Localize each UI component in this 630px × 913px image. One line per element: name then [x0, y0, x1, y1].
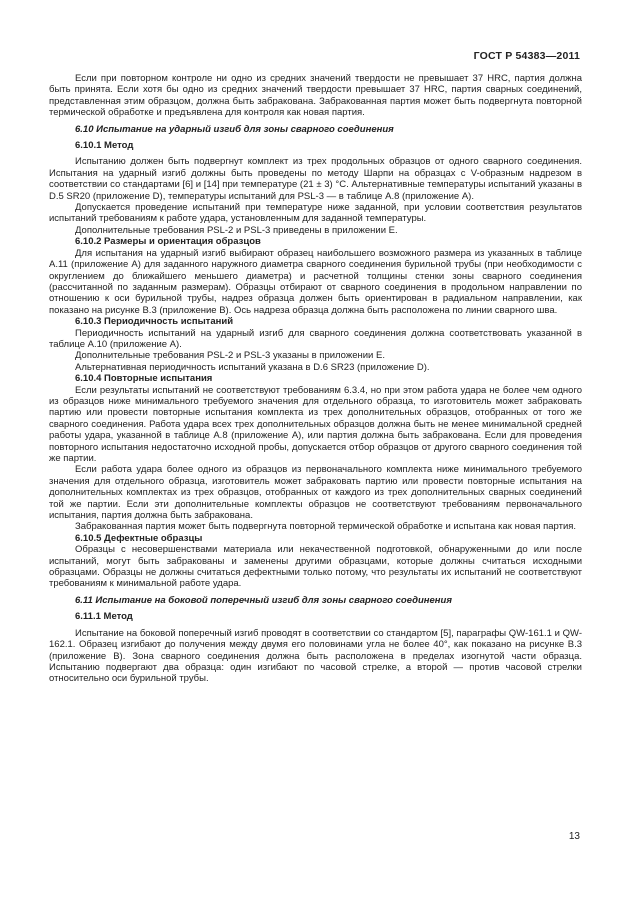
- paragraph: Альтернативная периодичность испытаний указана в D.6 SR23 (приложение D).: [75, 361, 430, 373]
- subsection-heading: 6.10.3 Периодичность испытаний: [75, 316, 234, 328]
- section-heading: 6.11 Испытание на боковой поперечный изгиб для зоны сварного соединения: [75, 594, 452, 606]
- subsection-heading: 6.10.1 Метод: [75, 140, 134, 152]
- paragraph: Периодичность испытаний на ударный изгиб для сварного соединения должна соответствовать указанной в таблице А.10 (приложение А).: [49, 327, 582, 350]
- paragraph: Для испытания на ударный изгиб выбирают образец наибольшего возможного размера из указанных в таблице А.11 (приложение А) для заданного наружного диаметра сварного соединения бурильной трубы (при необходимости с округлением до ближайшего меньшего диаметра) и расчетной толщины стенки зоны сварного соединения (рассчитанной по заданным размерам). Образцы отбирают от сварного соединения в продольном направлении по отношению к оси бурильной трубы, надрез образца должен быть ориентирован в радиальном направлении, как показано на рисунке В.3 (приложение В). Ось надреза образца должна быть расположена по линии сварного шва.: [49, 247, 582, 316]
- paragraph: Забракованная партия может быть подвергнута повторной термической обработке и испытана как новая партия.: [75, 521, 577, 533]
- page-number: 13: [568, 831, 580, 842]
- paragraph: Дополнительные требования PSL-2 и PSL-3 указаны в приложении Е.: [75, 350, 385, 362]
- paragraph: Допускается проведение испытаний при температуре ниже заданной, при условии соответствия результатов испытаний требованиям к работе удара, установленным для заданной температуры.: [49, 202, 582, 225]
- subsection-heading: 6.11.1 Метод: [75, 611, 133, 623]
- paragraph: Если работа удара более одного из образцов из первоначального комплекта ниже минимального требуемого значения для отдельного образца, изготовитель может забраковать партию или провести повторные испытания на дополнительных комплектах из трех образцов, отобранных от каждого из трех дополнительных сварных соединений той же партии. Если эти дополнительные комплекты образцов не соответствуют требованиям первоначального испытания, партия должна быть забракована.: [49, 464, 582, 522]
- standard-header: ГОСТ Р 54383—2011: [473, 50, 580, 62]
- subsection-heading: 6.10.2 Размеры и ориентация образцов: [75, 236, 261, 248]
- paragraph: Образцы с несовершенствами материала или некачественной подготовкой, обнаруженными до или после испытаний, могут быть забракованы и заменены другими образцами, которые должны считаться исходными образцами. Образцы не должны считаться дефектными только потому, что результаты их испытаний не соответствуют требованиям к минимальной работе удара.: [49, 544, 582, 590]
- paragraph: Испытание на боковой поперечный изгиб проводят в соответствии со стандартом [5], параграфы QW-161.1 и QW-162.1. Образец изгибают до получения между двумя его половинами угла не более 40°, как показано на рисунке В.3 (приложение В). Зона сварного соединения должна быть расположена в пределах изогнутой части образца. Испытанию подвергают два образца: один изгибают по часовой стрелке, а второй — против часовой стрелки относительно оси бурильной трубы.: [49, 627, 582, 685]
- document-body: [49, 73, 582, 685]
- paragraph: Дополнительные требования PSL-2 и PSL-3 приведены в приложении Е.: [75, 224, 398, 236]
- paragraph: Если при повторном контроле ни одно из средних значений твердости не превышает 37 HRC, партия должна быть принята. Если хотя бы одно из средних значений твердости превышает 37 HRC, партия сварных соединений, представленная этим образцом, должна быть забракована. Забракованная партия может быть подвергнута повторной термической обработке и предъявлена для контроля как новая партия.: [49, 73, 582, 119]
- subsection-heading: 6.10.4 Повторные испытания: [75, 373, 213, 385]
- paragraph: Испытанию должен быть подвергнут комплект из трех продольных образцов от одного сварного соединения. Испытания на ударный изгиб должны быть проведены по методу Шарпи на образцах с V-образным надрезом в соответствии со стандартами [6] и [14] при температуре (21 ± 3) °С. Альтернативные температуры испытаний указаны в D.5 SR20 (приложение D), температуры испытаний для PSL-3 — в таблице А.8 (приложение А).: [49, 156, 582, 202]
- subsection-heading: 6.10.5 Дефектные образцы: [75, 532, 203, 544]
- section-heading: 6.10 Испытание на ударный изгиб для зоны сварного соединения: [75, 123, 394, 135]
- paragraph: Если результаты испытаний не соответствуют требованиям 6.3.4, но при этом работа удара не более чем одного из образцов ниже минимального требуемого значения для отдельного образца, то изготовитель может забраковать партию или провести повторные испытания комплекта из трех дополнительных образцов, отобранных от того же сварного соединения. Работа удара всех трех дополнительных образцов должна быть не менее минимальной средней работы удара, указанной в таблице А.8 (приложение А), или партия должна быть забракована. Если для проведения повторного испытания недостаточно исходной пробы, допускается отбор образцов от другого сварного соединения той же партии.: [49, 384, 582, 464]
